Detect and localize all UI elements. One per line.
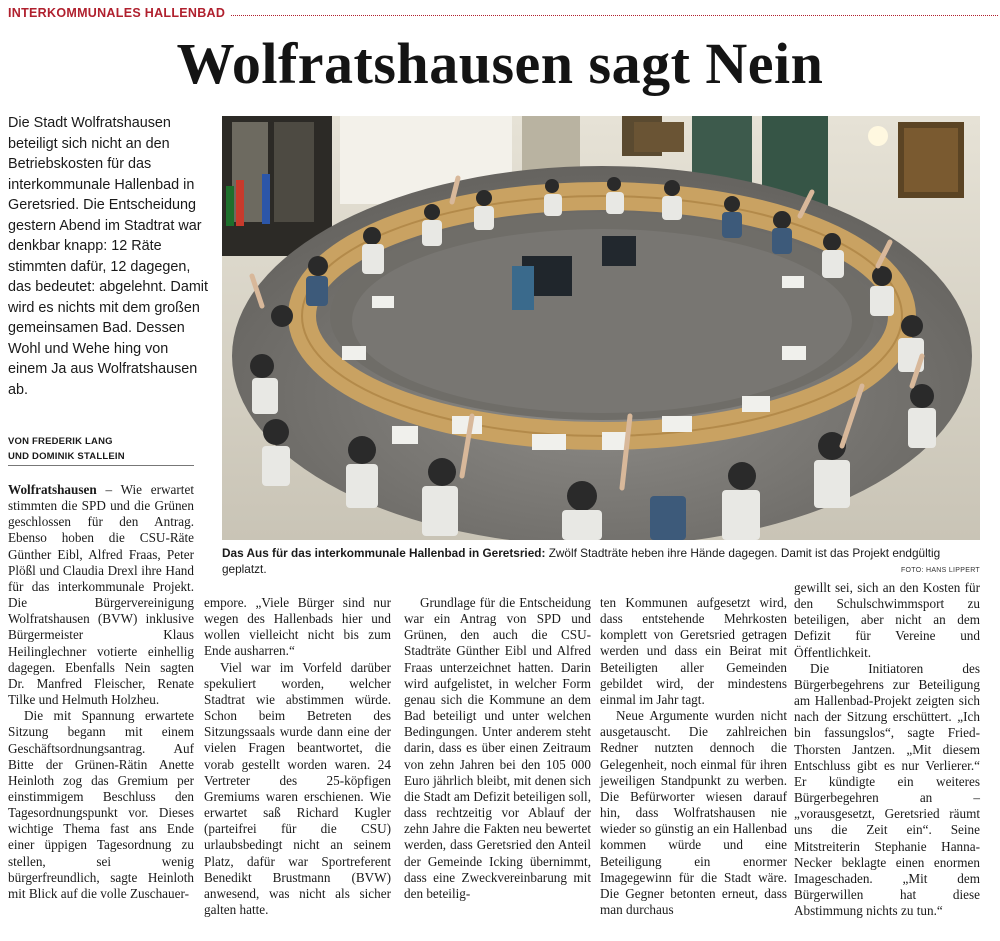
paragraph: Die mit Spannung erwartete Sitzung begann mit einem Geschäftsordnungsantrag. Auf Bitte der Grünen-Rätin Anette Heinloth zog das Gremium per einstimmigem Beschluss den Tagesordnungspunkt vor. Dieses wichtige Thema fast ans Ende einer üppigen Tagesordnung zu stellen, sei wenig bürgerfreundlich, sagte Heinloth mit Blick auf die volle Zuschauer- xyxy=(8,708,194,901)
author-line-1: VON FREDERIK LANG xyxy=(8,436,113,447)
kicker-dotted-rule xyxy=(231,14,998,16)
paragraph: gewillt sei, sich an den Kosten für den Schulschwimmsport zu beteiligen, aber nicht an dem Defizit für Vereine und Öffentlichkeit. xyxy=(794,580,980,660)
photo-credit: FOTO: HANS LIPPERT xyxy=(900,567,980,574)
caption-bold: Das Aus für das interkommunale Hallenbad in Geretsried: xyxy=(222,546,546,560)
article-column-4 xyxy=(600,595,787,918)
article-column-2 xyxy=(204,595,391,918)
article-column-3 xyxy=(404,595,591,902)
article-column-1 xyxy=(8,482,194,902)
lead-paragraph: Die Stadt Wolfratshausen beteiligt sich nicht an den Betriebskosten für das interkommunale Hallenbad in Geretsried. Die Entscheidung gestern Abend im Stadtrat war denkbar knapp: 12 Räte stimmten dafür, 12 dagegen, das bedeutet: abgelehnt. Damit wird es nichts mit dem großen gemeinsamen Bad. Dessen Wohl und Wehe hing von einem Ja aus Wolfratshausen ab. xyxy=(8,115,209,398)
paragraph: empore. „Viele Bürger sind nur wegen des Hallenbads hier und wollen vielleicht nicht bis zum Ende ausharren.“ xyxy=(204,595,391,659)
author-line-2: UND DOMINIK STALLEIN xyxy=(8,451,125,462)
kicker xyxy=(8,5,998,21)
byline-divider xyxy=(8,465,194,466)
article-column-5 xyxy=(794,580,980,919)
caption-text: Zwölf Stadträte heben ihre Hände dagegen. Damit ist das Projekt endgültig geplatzt. xyxy=(222,546,941,576)
paragraph: ten Kommunen aufgesetzt wird, dass entstehende Mehrkosten komplett von Geretsried getragen werden und dass ein Beirat mit Beteiligten aller Gemeinden gebildet wird, der mindestens einmal im Jahr tagt. xyxy=(600,595,787,707)
kicker-label: INTERKOMMUNALES HALLENBAD xyxy=(8,6,226,20)
dateline: Wolfratshausen xyxy=(8,482,97,497)
headline: Wolfratshausen sagt Nein xyxy=(176,31,824,96)
paragraph xyxy=(8,482,194,708)
paragraph: Die Initiatoren des Bürgerbegehrens zur Beteiligung am Hallenbad-Projekt zeigten sich nach der Sitzung erschüttert. „Ich bin fassungslos“, sagte Fried-Thorsten Jantzen. „Mit diesem Entschluss gibt es nur Verlierer.“ Er kündigte ein weiteres Bürgerbegehren an – „vorausgesetzt, Geretsried räumt uns die Zeit ein“. Seine Mitstreiterin Stephanie Hanna-Necker beklagte einen enormen Imageschaden. „Mit dem Bürgerwillen hat diese Abstimmung nichts zu tun.“ xyxy=(794,660,980,919)
paragraph: Grundlage für die Entscheidung war ein Antrag von SPD und Grünen, den auch die CSU-Stadträte Günther Eibl und Alfred Fraas unterzeichnet hatten. Darin wird aufgelistet, in welcher Form genau sich die Kommune an dem Bad beteiligt und unter welchen Bedingungen. Unter anderem steht darin, dass es über einen Zeitraum von zehn Jahren bei den 105 000 Euro jährlich bleibt, mit denen sich die Stadt am Defizit beteiligen soll, dass rechtzeitig vor Ablauf der zehn Jahre die Fakten neu bewertet werden, dass Geretsried den Anteil der Gemeinde Icking übernimmt, dass eine Zweckvereinbarung mit den beteilig- xyxy=(404,595,591,901)
paragraph-text: – Wie erwartet stimmten die SPD und die Grünen geschlossen für den Antrag. Ebenso hoben die CSU-Räte Günther Eibl, Alfred Fraas, Peter Plößl und Claudia Drexl ihre Hand für das interkommunale Projekt. Die Bürgervereinigung Wolfratshausen (BVW) inklusive Bürgermeister Klaus Heilinglechner votierte einhellig dagegen. Ebenfalls Nein sagten Dr. Manfred Fleischer, Renate Tilke und Helmuth Holzheu. xyxy=(8,482,194,708)
council-meeting-photo xyxy=(222,116,980,540)
paragraph: Viel war im Vorfeld darüber spekuliert worden, welcher Stadtrat wie abstimmen würde. Schon beim Betreten des Sitzungssaals wurde dann eine der vielen Fragen beantwortet, die vorab gestellt worden waren. 24 Vertreter des 25-köpfigen Gremiums waren erschienen. Wie erwartet saß Richard Kugler (parteifrei für die CSU) urlaubsbedingt nicht an seinem Platz, dafür war Sportreferent Benedikt Brustmann (BVW) anwesend, was nicht als sicher galten hatte. xyxy=(204,659,391,917)
photo-caption xyxy=(222,545,980,577)
author-byline xyxy=(8,434,194,464)
paragraph: Neue Argumente wurden nicht ausgetauscht. Die zahlreichen Redner nutzten dennoch die Gelegenheit, noch einmal für ihren jeweiligen Standpunkt zu werben. Die Befürworter wiesen darauf hin, dass Wolfratshausen nie wieder so günstig an ein Hallenbad kommen würde und eine Beteiligung ein enormer Imagegewinn für die Stadt wäre. Die Gegner betonten erneut, dass man durchaus xyxy=(600,708,787,917)
